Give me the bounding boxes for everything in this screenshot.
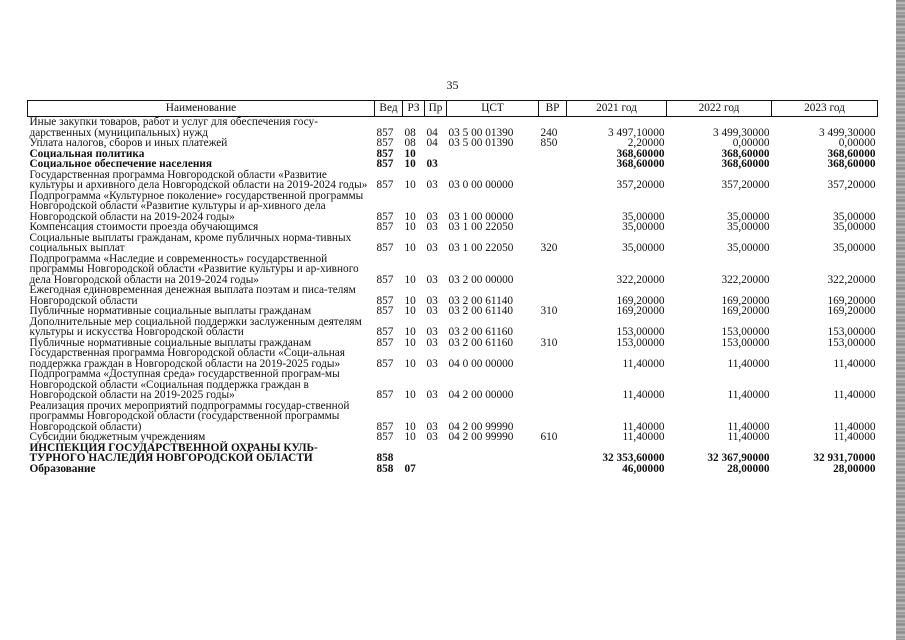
cell-pr: 03 xyxy=(426,179,438,191)
cell-vr: 240 xyxy=(540,126,558,139)
cell-cst: 03 5 00 01390 xyxy=(448,126,514,139)
header-cst: ЦСТ xyxy=(447,101,539,117)
cell-ved: 857 xyxy=(376,336,394,349)
cell-y2022: 32 367,90000 xyxy=(707,452,770,464)
cell-vr xyxy=(539,369,567,401)
cell-vr xyxy=(539,443,567,464)
cell-cst: 03 1 00 22050 xyxy=(448,242,514,254)
cell-rz: 10 xyxy=(404,273,416,286)
cell-y2021: 3 497,10000 xyxy=(608,126,665,139)
cell-name: Уплата налогов, сборов и иных платежей xyxy=(29,137,228,149)
cell-vr xyxy=(539,285,567,306)
cell-vr xyxy=(539,401,567,433)
cell-y2022: 169,20000 xyxy=(721,294,770,307)
cell-ved: 857 xyxy=(376,420,394,433)
cell-cst: 04 2 00 99990 xyxy=(448,420,514,433)
cell-rz: 10 xyxy=(404,158,416,170)
cell-cst: 03 1 00 00000 xyxy=(448,210,514,223)
table-row xyxy=(28,117,878,139)
cell-rz: 08 xyxy=(404,137,416,149)
cell-y2023: 357,20000 xyxy=(827,179,876,191)
cell-y2021: 35,00000 xyxy=(622,210,665,223)
cell-pr xyxy=(425,443,447,464)
cell-y2021: 11,40000 xyxy=(622,420,665,433)
cell-cst: 03 1 00 22050 xyxy=(448,221,514,233)
table-row xyxy=(28,159,878,170)
cell-rz: 10 xyxy=(404,210,416,223)
cell-y2023: 169,20000 xyxy=(827,294,876,307)
cell-ved: 858 xyxy=(376,452,394,464)
cell-pr: 03 xyxy=(426,305,438,317)
cell-cst xyxy=(447,149,539,160)
cell-rz: 10 xyxy=(404,242,416,254)
cell-y2021: 35,00000 xyxy=(622,242,665,254)
cell-pr: 03 xyxy=(426,273,438,286)
table-header xyxy=(28,101,878,117)
cell-pr: 03 xyxy=(426,431,438,443)
header-row xyxy=(28,101,878,117)
cell-y2022: 35,00000 xyxy=(727,221,770,233)
cell-cst: 03 2 00 61140 xyxy=(448,305,514,317)
cell-y2023: 153,00000 xyxy=(827,326,876,338)
cell-vr xyxy=(539,191,567,223)
cell-rz: 10 xyxy=(404,357,416,370)
cell-y2022: 11,40000 xyxy=(727,389,770,401)
cell-pr: 03 xyxy=(426,336,438,349)
cell-y2022: 322,20000 xyxy=(721,273,770,286)
cell-cst: 04 2 00 99990 xyxy=(448,431,514,443)
cell-vr xyxy=(539,170,567,191)
cell-y2021: 368,60000 xyxy=(616,147,665,160)
budget-table xyxy=(27,100,878,474)
cell-ved: 857 xyxy=(376,147,394,160)
cell-cst: 03 2 00 61160 xyxy=(448,326,514,338)
cell-rz: 07 xyxy=(404,462,416,475)
header-2022: 2022 год xyxy=(667,101,772,117)
cell-ved: 857 xyxy=(376,431,394,443)
header-rz: РЗ xyxy=(403,101,425,117)
header-vr: ВР xyxy=(539,101,567,117)
cell-name: ИНСПЕКЦИЯ ГОСУДАРСТВЕННОЙ ОХРАНЫ КУЛЬ-ТУРНОГО НАСЛЕДИЯ НОВГОРОДСКОЙ ОБЛАСТИ xyxy=(29,441,318,464)
cell-pr: 03 xyxy=(426,357,438,370)
cell-rz: 10 xyxy=(404,294,416,307)
header-pr: Пр xyxy=(425,101,447,117)
cell-cst xyxy=(447,443,539,464)
cell-ved: 858 xyxy=(376,462,394,475)
cell-cst: 03 5 00 01390 xyxy=(448,137,514,149)
cell-y2021: 153,00000 xyxy=(616,336,665,349)
cell-y2023: 169,20000 xyxy=(827,305,876,317)
cell-y2022: 368,60000 xyxy=(721,158,770,170)
cell-rz: 10 xyxy=(404,147,416,160)
cell-cst: 04 2 00 00000 xyxy=(448,389,514,401)
cell-cst: 03 2 00 00000 xyxy=(448,273,514,286)
cell-ved: 857 xyxy=(376,357,394,370)
header-name: Наименование xyxy=(28,101,375,117)
cell-y2023: 153,00000 xyxy=(827,336,876,349)
cell-name: Подпрограмма «Наследие и современность» государственной программы Новгородской области «Развитие культуры и ар-хивного дела Новгородской области на 2019-2024 годы» xyxy=(29,252,359,286)
table-row xyxy=(28,233,878,254)
table-row xyxy=(28,285,878,306)
cell-vr xyxy=(539,149,567,160)
table-row xyxy=(28,443,878,464)
cell-y2023: 368,60000 xyxy=(827,147,876,160)
cell-vr: 310 xyxy=(540,336,558,349)
scan-edge xyxy=(896,0,905,640)
cell-y2022: 11,40000 xyxy=(727,431,770,443)
table-row xyxy=(28,138,878,149)
cell-rz: 10 xyxy=(404,305,416,317)
cell-ved: 857 xyxy=(376,126,394,139)
cell-name: Ежегодная единовременная денежная выплата поэтам и писа-телям Новгородской области xyxy=(29,284,356,307)
cell-name: Субсидии бюджетным учреждениям xyxy=(29,431,206,443)
cell-name: Компенсация стоимости проезда обучающимся xyxy=(29,221,259,233)
header-2023: 2023 год xyxy=(772,101,878,117)
cell-rz: 10 xyxy=(404,326,416,338)
cell-vr xyxy=(539,348,567,369)
cell-y2022: 153,00000 xyxy=(721,336,770,349)
cell-y2022: 28,00000 xyxy=(727,462,770,475)
cell-ved: 857 xyxy=(376,158,394,170)
cell-vr xyxy=(539,159,567,170)
cell-name: Государственная программа Новгородской области «Развитие культуры и архивного дела Новгородской области на 2019-2024 годы» xyxy=(29,168,368,191)
cell-ved: 857 xyxy=(376,210,394,223)
cell-y2023: 35,00000 xyxy=(833,210,876,223)
cell-y2022: 35,00000 xyxy=(727,242,770,254)
cell-cst: 03 2 00 61140 xyxy=(448,294,514,307)
cell-name: Государственная программа Новгородской области «Соци-альная поддержка граждан в Новгородской области на 2019-2025 годы» xyxy=(29,347,345,370)
cell-ved: 857 xyxy=(376,242,394,254)
cell-name: Социальная политика xyxy=(29,147,145,160)
cell-y2023: 0,00000 xyxy=(838,137,876,149)
cell-ved: 857 xyxy=(376,294,394,307)
cell-ved: 857 xyxy=(376,305,394,317)
cell-y2023: 28,00000 xyxy=(833,462,876,475)
cell-name: Подпрограмма «Доступная среда» государственной програм-мы Новгородской области «Социальная поддержка граждан в Новгородской области на 2019-2025 годы» xyxy=(29,368,340,401)
cell-y2021: 153,00000 xyxy=(616,326,665,338)
cell-vr: 610 xyxy=(540,431,558,443)
cell-pr: 04 xyxy=(426,137,438,149)
cell-cst: 03 0 00 00000 xyxy=(448,179,514,191)
cell-name: Публичные нормативные социальные выплаты гражданам xyxy=(29,336,312,349)
table-row xyxy=(28,222,878,233)
cell-ved: 857 xyxy=(376,273,394,286)
cell-name: Подпрограмма «Культурное поколение» государственной программы Новгородской области «Развитие культуры и ар-хивного дела Новгородской области на 2019-2024 годы» xyxy=(29,189,364,223)
cell-name: Социальные выплаты гражданам, кроме публичных норма-тивных социальных выплат xyxy=(29,231,352,254)
cell-y2022: 11,40000 xyxy=(727,357,770,370)
cell-y2022: 0,00000 xyxy=(732,137,770,149)
cell-y2021: 11,40000 xyxy=(622,357,665,370)
cell-y2023: 32 931,70000 xyxy=(813,452,876,464)
cell-y2022: 153,00000 xyxy=(721,326,770,338)
cell-y2021: 35,00000 xyxy=(622,221,665,233)
table-row xyxy=(28,306,878,317)
cell-rz: 10 xyxy=(404,179,416,191)
cell-cst xyxy=(447,464,539,475)
table-body xyxy=(28,117,878,475)
table-row xyxy=(28,369,878,401)
cell-y2022: 368,60000 xyxy=(721,147,770,160)
cell-y2023: 11,40000 xyxy=(833,431,876,443)
cell-y2023: 11,40000 xyxy=(833,357,876,370)
cell-y2023: 35,00000 xyxy=(833,242,876,254)
cell-y2021: 357,20000 xyxy=(616,179,665,191)
cell-pr: 03 xyxy=(426,326,438,338)
table-row xyxy=(28,464,878,475)
cell-ved: 857 xyxy=(376,389,394,401)
cell-y2021: 46,00000 xyxy=(622,462,665,475)
cell-rz: 10 xyxy=(404,431,416,443)
cell-y2021: 169,20000 xyxy=(616,294,665,307)
cell-name: Образование xyxy=(29,462,96,475)
cell-vr: 850 xyxy=(540,137,558,149)
cell-rz: 10 xyxy=(404,389,416,401)
cell-y2021: 32 353,60000 xyxy=(602,452,665,464)
table-row xyxy=(28,348,878,369)
cell-name: Реализация прочих мероприятий подпрограммы государ-ственной программы Новгородской области (государственной программы Новгородской области) xyxy=(29,399,350,433)
cell-vr: 320 xyxy=(540,242,558,254)
cell-rz: 10 xyxy=(404,221,416,233)
cell-y2021: 11,40000 xyxy=(622,431,665,443)
cell-pr: 03 xyxy=(426,242,438,254)
cell-rz: 08 xyxy=(404,126,416,139)
cell-vr xyxy=(539,254,567,286)
cell-vr xyxy=(539,464,567,475)
header-2021: 2021 год xyxy=(567,101,667,117)
cell-y2023: 322,20000 xyxy=(827,273,876,286)
cell-pr xyxy=(425,464,447,475)
cell-y2022: 169,20000 xyxy=(721,305,770,317)
cell-y2023: 35,00000 xyxy=(833,221,876,233)
cell-cst: 04 0 00 00000 xyxy=(448,357,514,370)
cell-y2022: 3 499,30000 xyxy=(713,126,770,139)
table-row xyxy=(28,401,878,433)
table-row xyxy=(28,254,878,286)
table-row xyxy=(28,191,878,223)
cell-y2021: 322,20000 xyxy=(616,273,665,286)
table-row xyxy=(28,317,878,338)
cell-ved: 857 xyxy=(376,221,394,233)
cell-ved: 857 xyxy=(376,137,394,149)
cell-pr: 04 xyxy=(426,126,438,139)
cell-y2022: 11,40000 xyxy=(727,420,770,433)
cell-y2023: 3 499,30000 xyxy=(819,126,876,139)
header-ved: Вед xyxy=(375,101,403,117)
cell-cst: 03 2 00 61160 xyxy=(448,336,514,349)
cell-ved: 857 xyxy=(376,179,394,191)
cell-pr: 03 xyxy=(426,210,438,223)
cell-rz: 10 xyxy=(404,420,416,433)
cell-vr xyxy=(539,317,567,338)
cell-name: Публичные нормативные социальные выплаты гражданам xyxy=(29,305,312,317)
cell-y2023: 368,60000 xyxy=(827,158,876,170)
cell-y2021: 368,60000 xyxy=(616,158,665,170)
cell-pr: 03 xyxy=(426,158,438,170)
cell-pr: 03 xyxy=(426,389,438,401)
cell-rz xyxy=(403,443,425,464)
cell-y2021: 2,20000 xyxy=(627,137,665,149)
cell-vr xyxy=(539,222,567,233)
page-number: 35 xyxy=(446,78,459,92)
cell-name: Социальное обеспечение населения xyxy=(29,158,212,170)
cell-ved: 857 xyxy=(376,326,394,338)
cell-y2021: 169,20000 xyxy=(616,305,665,317)
cell-y2022: 357,20000 xyxy=(721,179,770,191)
cell-y2022: 35,00000 xyxy=(727,210,770,223)
table-row xyxy=(28,170,878,191)
cell-pr: 03 xyxy=(426,420,438,433)
cell-vr: 310 xyxy=(540,305,558,317)
cell-y2021: 11,40000 xyxy=(622,389,665,401)
cell-y2023: 11,40000 xyxy=(833,420,876,433)
table-row xyxy=(28,432,878,443)
cell-rz: 10 xyxy=(404,336,416,349)
cell-name: Дополнительные мер социальной поддержки заслуженным деятелям культуры и искусства Новгородской области xyxy=(29,315,362,338)
cell-cst xyxy=(447,159,539,170)
cell-y2023: 11,40000 xyxy=(833,389,876,401)
cell-name: Иные закупки товаров, работ и услуг для обеспечения госу-дарственных (муниципальных) нужд xyxy=(29,116,318,139)
cell-pr: 03 xyxy=(426,221,438,233)
cell-pr: 03 xyxy=(426,294,438,307)
